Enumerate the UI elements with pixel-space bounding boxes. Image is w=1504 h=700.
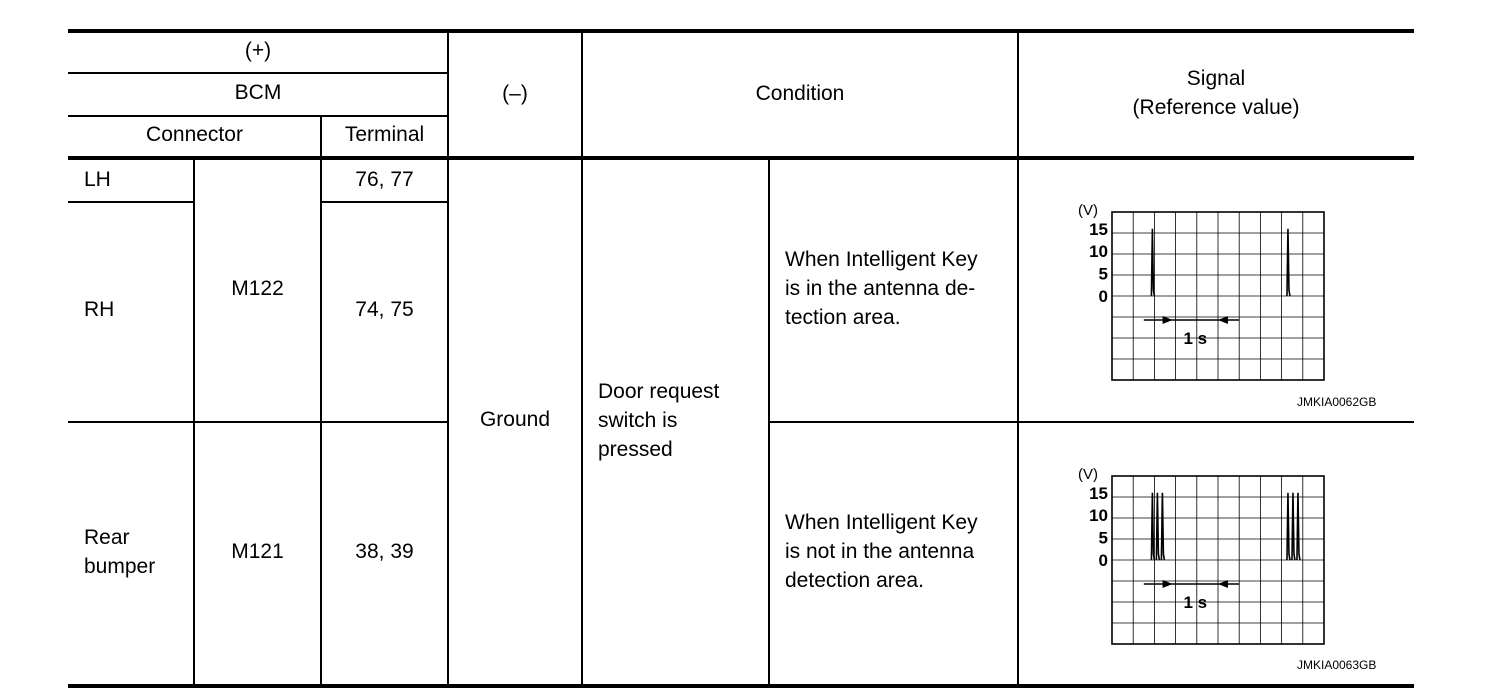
waveform-plot xyxy=(1078,466,1328,646)
y-tick-label: 5 xyxy=(1098,264,1108,284)
condition-in-area: When Intelligent Key is in the antenna de- tection area. xyxy=(785,248,978,329)
y-tick-label: 15 xyxy=(1089,483,1108,503)
row-label-lh: LH xyxy=(84,168,111,191)
waveform-in-area xyxy=(1078,202,1328,382)
condition-not-in-area: When Intelligent Key is not in the antenna detection area. xyxy=(785,511,978,592)
terminal-rear-bumper: 38, 39 xyxy=(355,540,414,563)
rule-mid-row-right xyxy=(769,421,1414,423)
rule-under-lh-terminal xyxy=(321,201,448,203)
y-tick-label: 10 xyxy=(1089,242,1108,262)
header-signal: Signal xyxy=(1186,67,1246,90)
waveform-not-in-area xyxy=(1078,466,1328,646)
time-scale-label: 1 s xyxy=(1183,329,1208,348)
col-divider-label-connector xyxy=(193,158,195,686)
y-tick-label: 5 xyxy=(1098,528,1108,548)
figure-code-1: JMKIA0062GB xyxy=(1297,395,1377,409)
rule-under-bcm xyxy=(68,115,448,117)
time-scale-label: 1 s xyxy=(1183,593,1208,612)
header-condition: Condition xyxy=(755,82,845,105)
col-divider-minus-condition xyxy=(581,31,583,686)
row-label-rear-bumper: Rear bumper xyxy=(84,526,156,578)
y-tick-label: 0 xyxy=(1098,287,1108,306)
header-plus: (+) xyxy=(244,39,272,62)
col-divider-condition-signal xyxy=(1017,31,1019,686)
rule-mid-row xyxy=(68,421,448,423)
col-divider-connector-terminal xyxy=(320,115,322,686)
header-connector: Connector xyxy=(146,123,243,146)
figure-code-2: JMKIA0063GB xyxy=(1297,658,1377,672)
y-axis-unit: (V) xyxy=(1078,466,1098,483)
rule-under-lh-label xyxy=(68,201,194,203)
rule-under-plus xyxy=(68,72,448,74)
header-minus: (–) xyxy=(502,82,528,105)
header-signal-reference: (Reference value) xyxy=(1132,96,1300,119)
y-tick-label: 10 xyxy=(1089,506,1108,526)
terminal-rh: 74, 75 xyxy=(355,298,414,321)
header-bcm: BCM xyxy=(234,81,282,104)
header-bottom-rule xyxy=(68,156,1414,160)
table-top-rule xyxy=(68,29,1414,33)
y-tick-label: 15 xyxy=(1089,219,1108,239)
minus-ground: Ground xyxy=(479,408,551,431)
waveform-plot xyxy=(1078,202,1328,382)
y-axis-unit: (V) xyxy=(1078,202,1098,219)
connector-m122: M122 xyxy=(231,277,284,300)
col-divider-condition-sub xyxy=(768,158,770,686)
y-tick-label: 0 xyxy=(1098,551,1108,570)
table-bottom-rule xyxy=(68,684,1414,688)
row-label-rh: RH xyxy=(84,298,115,321)
connector-m121: M121 xyxy=(231,540,284,563)
terminal-lh: 76, 77 xyxy=(355,168,414,191)
terminal-signal-table xyxy=(68,0,1414,700)
condition-main: Door request switch is pressed xyxy=(598,380,720,461)
header-terminal: Terminal xyxy=(344,123,425,146)
